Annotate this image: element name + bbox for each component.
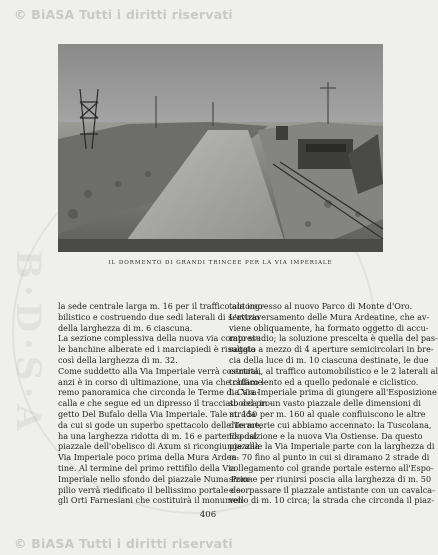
text-line: getto Del Bufalo della Via Imperiale. Tale strada (58, 408, 256, 419)
text-line: Come suddetto alla Via Imperiale verrà costruita, (58, 365, 262, 376)
text-line: cia della luce di m. 10 ciascuna destinate, le due (229, 354, 429, 365)
photo-caption: IL DORMENTO DI GRANDI TRINCEE PER LA VIA IMPERIALE (108, 260, 333, 266)
text-line: tale ingresso al nuovo Parco di Monte d'Oro. (229, 301, 413, 311)
text-line: vello di m. 10 circa; la strada che circonda il piaz- (229, 495, 434, 506)
text-line: tine. Al termine del primo rettifilo della Via (58, 462, 236, 473)
text-line: da cui si gode un superbo spettacolo delle Terme, (58, 419, 263, 430)
text-line: così della larghezza di m. 32. (58, 354, 178, 365)
text-line: remo panoramica che circonda le Terme di Cara- (58, 387, 260, 398)
text-line: ha una larghezza ridotta di m. 16 e partendo dal (58, 430, 257, 441)
text-line: piazzale la Via Imperiale parte con la larghezza di (229, 441, 435, 452)
text-line: Esposizione e la nuova Via Ostiense. Da questo (229, 430, 423, 441)
text-line: piazzale dell'obelisco di Axum si ricongiunge alla (58, 441, 260, 452)
text-line: della larghezza di m. 6 ciascuna. (58, 322, 193, 333)
text-line: sizione per riunirsi poscia alla larghezza di m. 50 (229, 473, 432, 484)
text-line: sbocca in un vasto piazzale delle dimensioni di (229, 398, 421, 409)
text-line: calla e che segue ed un dipresso il tracciato del pro- (58, 398, 273, 409)
text-line: bilistico e costruendo due sedi laterali di servizio (58, 311, 260, 322)
text-line: Via Imperiale poco prima della Mura Ardea- (58, 452, 240, 463)
text-line: la sede centrale larga m. 16 per il traffico automo- (58, 301, 266, 311)
text-line: gli Orti Farnesiani che costituirà il monumen- (58, 495, 246, 506)
construction-photo (58, 44, 383, 252)
text-line: le banchine alberate ed i marciapiedi è risultata (58, 344, 256, 355)
text-line: pilio verrà riedificato il bellissimo portale de- (58, 484, 244, 495)
text-line: La Via Imperiale prima di giungere all'Esposizione (229, 387, 437, 398)
text-line: saggio a mezzo di 4 aperture semicircolari in bre- (229, 344, 434, 355)
text-line: m. 150 per m. 160 al quale confluiscono le altre (229, 408, 426, 419)
text-line: due arterie cui abbiamo accennato: la Tuscolana, (229, 419, 432, 430)
text-line: rato studio; la soluzione prescelta è quella del pas- (229, 333, 438, 344)
text-line: anzi è in corso di ultimazione, una via che chiame- (58, 376, 266, 387)
watermark-top: © BiASA Tutti i diritti riservati (14, 7, 233, 22)
text-column-right (229, 301, 438, 506)
text-line: traffico lento ed a quello pedonale e ciclistico. (229, 376, 419, 387)
text-column-left (58, 301, 273, 506)
text-line: m. 70 fino al punto in cui si diramano 2 strade di (229, 452, 430, 463)
text-line: Imperiale nello sfondo del piazzale Numa Pom- (58, 473, 252, 484)
text-line: e sorpassare il piazzale antistante con un cavalca- (229, 484, 435, 495)
text-line: La sezione complessiva della nuova via comprese (58, 333, 261, 344)
seal-letters-watermark: B·D·S·A (8, 250, 48, 437)
text-line: viene obliquamente, ha formato oggetto di accu- (229, 322, 429, 333)
text-line: collegamento col grande portale esterno all'Espo- (229, 462, 434, 473)
text-line: L'attraversamento delle Mura Ardeatine, che av- (229, 311, 430, 322)
watermark-bottom: © BiASA Tutti i diritti riservati (14, 536, 233, 551)
page-number: 406 (199, 510, 217, 520)
text-line: centrali, al traffico automobilistico e le 2 laterali al (229, 365, 438, 376)
